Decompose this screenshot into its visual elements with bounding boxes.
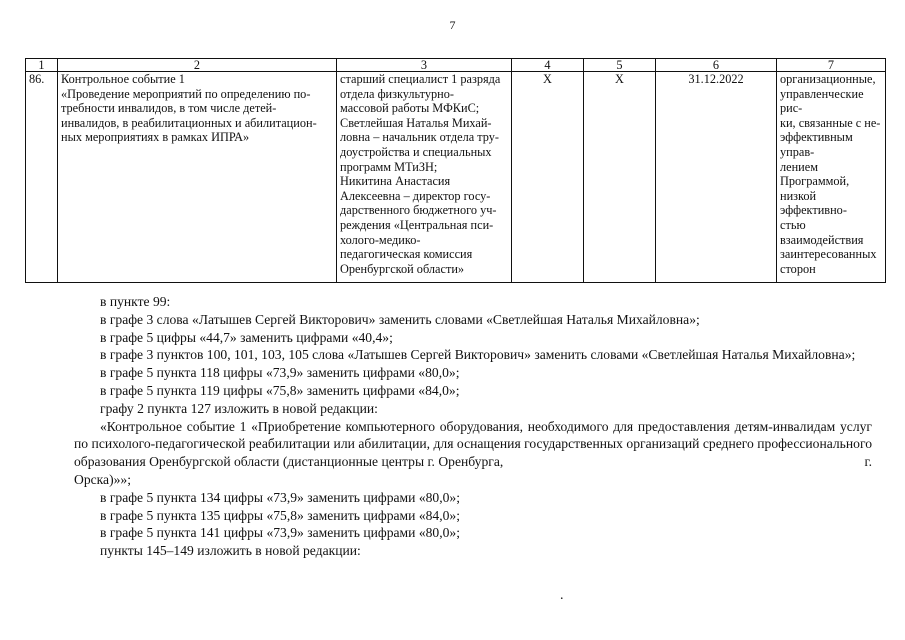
paragraph: в пункте 99: xyxy=(100,294,171,309)
paragraph: в графе 5 пункта 118 цифры «73,9» заменить цифрами «80,0»; xyxy=(100,365,460,381)
cell-line: Контрольное событие 1 xyxy=(61,72,185,86)
cell-line: управленческие рис- xyxy=(780,86,864,116)
deadline-date-cell: 31.12.2022 xyxy=(656,72,777,283)
cell-line: педагогическая комиссия xyxy=(340,247,473,262)
row-number-cell: 86. xyxy=(26,72,58,283)
cell-line: Оренбургской области» xyxy=(340,261,465,276)
paragraph: в графе 5 пункта 119 цифры «75,8» заменить цифрами «84,0»; xyxy=(100,382,460,398)
cell-line: холого-медико- xyxy=(340,232,421,247)
stray-mark: . xyxy=(560,588,564,603)
cell-line: ных мероприятиях в рамках ИПРА» xyxy=(61,130,250,145)
amendment-text xyxy=(74,293,872,560)
cell-line: ки, связанные с не- xyxy=(780,115,881,130)
cell-line: Алексеевна – директор госу- xyxy=(340,188,491,203)
paragraph: в графе 3 пунктов 100, 101, 103, 105 слова «Латышев Сергей Викторович» заменить словами «Светлейшая Наталья Михайловна»; xyxy=(100,347,856,363)
paragraph: в графе 3 слова «Латышев Сергей Викторович» заменить словами «Светлейшая Наталья Михайловна»; xyxy=(100,311,700,327)
cell-line: сторон xyxy=(780,261,816,276)
cell-line: низкой эффективно- xyxy=(780,188,847,218)
cell-line: реждения «Центральная пси- xyxy=(340,217,494,232)
column-header: 6 xyxy=(656,59,777,72)
cell-line: дарственного бюджетного уч- xyxy=(340,203,497,218)
cell-line: программ МТиЗН; xyxy=(340,159,438,174)
quote-text: «Контрольное событие 1 «Приобретение компьютерного оборудования, необходимого для предоставления детям-инвалидам услуг по психолого-педагогической реабилитации или абилитации, для оснащения государственных организаций среднего профессионального образования Оренбургской области (дистанционные центры г. Оренбурга, xyxy=(74,418,872,470)
responsible-persons-cell xyxy=(337,72,512,283)
cell-line: отдела физкультурно- xyxy=(340,86,455,101)
column-5-cell: Х xyxy=(584,72,656,283)
cell-line: старший специалист 1 разряда xyxy=(340,72,501,86)
table-header-row xyxy=(26,59,886,72)
column-header: 2 xyxy=(58,59,337,72)
paragraph: в графе 5 пункта 141 цифры «73,9» заменить цифрами «80,0»; xyxy=(100,525,460,541)
quote-text-tail: г. xyxy=(864,454,872,470)
cell-line: лением Программой, xyxy=(780,159,850,189)
quoted-new-wording xyxy=(74,418,872,471)
cell-line: заинтересованных xyxy=(780,247,877,262)
cell-line: ловна – начальник отдела тру- xyxy=(340,130,500,145)
cell-line: Светлейшая Наталья Михай- xyxy=(340,115,492,130)
table-row xyxy=(26,72,886,283)
page-number: 7 xyxy=(449,18,456,32)
quote-end: Орска)»»; xyxy=(74,471,131,487)
column-header: 7 xyxy=(777,59,886,72)
risks-cell xyxy=(777,72,886,283)
paragraph: графу 2 пункта 127 изложить в новой редакции: xyxy=(100,400,378,416)
cell-line: организационные, xyxy=(780,72,876,86)
amendment-table xyxy=(25,58,886,283)
cell-line: инвалидов, в реабилитационных и абилитацион- xyxy=(61,115,317,130)
cell-line: доустройства и специальных xyxy=(340,144,492,159)
cell-line: массовой работы МФКиС; xyxy=(340,101,480,116)
cell-line: Никитина Анастасия xyxy=(340,174,451,189)
column-header: 3 xyxy=(337,59,512,72)
column-4-cell: Х xyxy=(512,72,584,283)
paragraph: в графе 5 цифры «44,7» заменить цифрами «40,4»; xyxy=(100,329,393,345)
cell-line: эффективным управ- xyxy=(780,130,853,159)
cell-line: «Проведение мероприятий по определению по- xyxy=(61,86,311,101)
cell-line: требности инвалидов, в том числе детей- xyxy=(61,101,277,116)
column-header: 5 xyxy=(584,59,656,72)
paragraph: в графе 5 пункта 135 цифры «75,8» заменить цифрами «84,0»; xyxy=(100,507,460,523)
paragraph: пункты 145–149 изложить в новой редакции: xyxy=(100,543,361,559)
cell-line: стью взаимодействия xyxy=(780,217,864,247)
paragraph: в графе 5 пункта 134 цифры «73,9» заменить цифрами «80,0»; xyxy=(100,489,460,505)
column-header: 1 xyxy=(26,59,58,72)
column-header: 4 xyxy=(512,59,584,72)
event-description-cell xyxy=(58,72,337,283)
